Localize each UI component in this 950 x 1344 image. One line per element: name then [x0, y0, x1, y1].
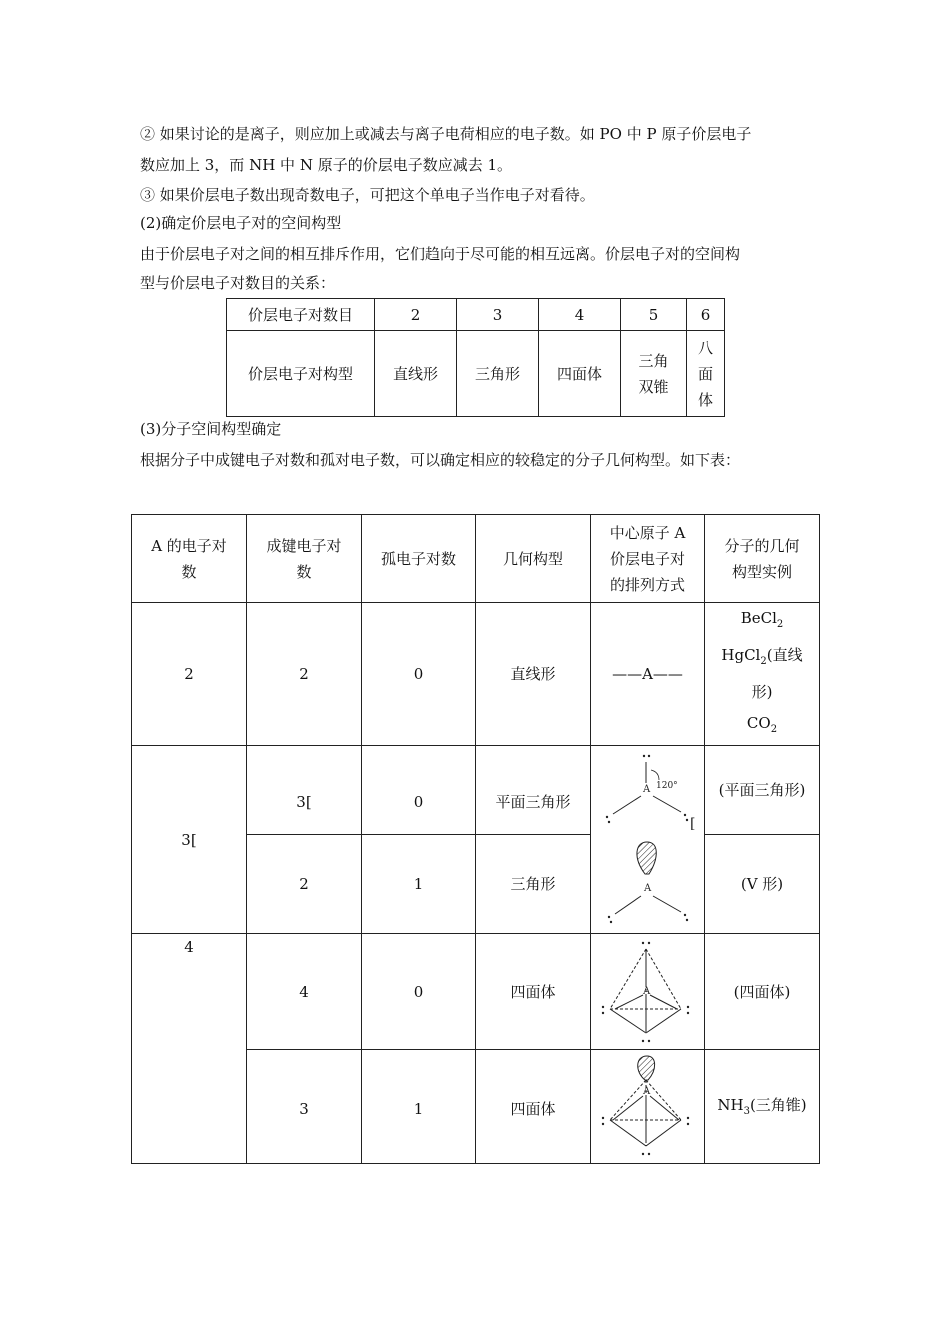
t2-header-bonding — [247, 515, 362, 603]
text-line-1: ② 如果讨论的是离子，则应加上或减去与离子电荷相应的电子数。如 PO 中 P 原子价层电子 — [140, 125, 752, 143]
t2-r1-geometry: 直线形 — [476, 603, 591, 746]
t1-shape6-a: 八 — [697, 338, 713, 357]
t2-r5-bonding: 3 — [247, 1050, 362, 1164]
t2-header-pairs — [132, 515, 247, 603]
t2-r5-lone: 1 — [362, 1050, 476, 1164]
molecular-geometry-table — [131, 514, 820, 1164]
trigonal-pyramidal-diagram — [593, 1050, 703, 1160]
svg-text:A: A — [642, 985, 650, 997]
t2-r3-arrangement — [591, 835, 705, 934]
text-line-8: 根据分子中成键电子对数和孤对电子数，可以确定相应的较稳定的分子几何构型。如下表： — [140, 451, 741, 469]
text-line-5: 由于价层电子对之间的相互排斥作用，它们趋向于尽可能的相互远离。价层电子对的空间构 — [140, 245, 741, 263]
t1-shape-bipyramid — [621, 331, 687, 417]
text-line-6: 型与价层电子对数目的关系： — [140, 274, 336, 292]
t2-r4-geometry: 四面体 — [476, 934, 591, 1050]
t2-r5-example: $NH_3$(三角锥) — [705, 1050, 820, 1164]
bent-diagram — [593, 836, 703, 931]
text-line-2: 数应加上 3，而 NH 中 N 原子的价层电子数应减去 1。 — [140, 156, 513, 174]
t2-r4-pairs: 4 — [132, 934, 247, 1164]
t2-h1-b: 数 — [181, 562, 197, 581]
example-becl2: BeCl$_2$ — [740, 609, 784, 630]
t2-h6-b: 构型实例 — [731, 562, 792, 581]
tetrahedral-diagram — [593, 937, 703, 1047]
t1-num-4: 4 — [539, 299, 621, 331]
t2-r1-bonding: 2 — [247, 603, 362, 746]
t2-header-example — [705, 515, 820, 603]
t1-shape-linear: 直线形 — [375, 331, 457, 417]
svg-text:A: A — [642, 784, 650, 796]
t2-r2-geometry: 平面三角形 — [476, 746, 591, 835]
section-heading-3: (3)分子空间构型确定 — [140, 420, 282, 438]
t2-h2-b: 数 — [296, 562, 312, 581]
t1-shape5-a: 三角 — [638, 351, 669, 370]
svg-text:120°: 120° — [655, 781, 678, 792]
t2-r5-geometry: 四面体 — [476, 1050, 591, 1164]
t2-r2-pairs: 3[ — [132, 746, 247, 934]
svg-text:A: A — [642, 1086, 650, 1097]
t2-r5-arrangement — [591, 1050, 705, 1164]
t1-num-2: 2 — [375, 299, 457, 331]
t2-r3-bonding: 2 — [247, 835, 362, 934]
t2-h5-b: 价层电子对 — [609, 549, 685, 568]
t2-r1-arrangement: ——A—— — [591, 603, 705, 746]
example-co2: $CO_2$ — [746, 714, 778, 735]
t1-num-5: 5 — [621, 299, 687, 331]
t2-r4-lone: 0 — [362, 934, 476, 1050]
svg-text:A: A — [643, 883, 651, 895]
t2-r1-lone: 0 — [362, 603, 476, 746]
t2-h5-c: 的排列方式 — [609, 575, 685, 594]
t2-r2-example: (平面三角形) — [705, 746, 820, 835]
t1-shape-triangle: 三角形 — [457, 331, 539, 417]
svg-text:[: [ — [689, 816, 695, 831]
t1-row2-label: 价层电子对构型 — [227, 331, 375, 417]
t2-r1-example — [705, 603, 820, 746]
t1-shape6-c: 体 — [697, 390, 713, 409]
t2-r2-bonding: 3[ — [247, 746, 362, 835]
t2-r4-bonding: 4 — [247, 934, 362, 1050]
t2-r1-pairs: 2 — [132, 603, 247, 746]
example-hgcl2: HgCl$_2$(直线 — [721, 646, 803, 667]
t2-h1-a: A 的电子对 — [151, 536, 227, 555]
t1-num-3: 3 — [457, 299, 539, 331]
t2-header-arrangement — [591, 515, 705, 603]
text-line-3: ③ 如果价层电子数出现奇数电子，可把这个单电子当作电子对看待。 — [140, 186, 595, 204]
t1-shape-octahedron — [687, 331, 725, 417]
section-heading-2: (2)确定价层电子对的空间构型 — [140, 214, 342, 232]
t2-h6-a: 分子的几何 — [724, 536, 800, 555]
t1-shape6-b: 面 — [697, 364, 713, 383]
t2-r4-arrangement — [591, 934, 705, 1050]
t1-row1-label: 价层电子对数目 — [227, 299, 375, 331]
t2-h5-a: 中心原子 A — [609, 523, 686, 542]
electron-pair-geometry-table — [226, 298, 725, 417]
t2-h2-a: 成键电子对 — [266, 536, 342, 555]
t2-header-lone: 孤电子对数 — [362, 515, 476, 603]
t2-header-geometry: 几何构型 — [476, 515, 591, 603]
trigonal-planar-diagram — [593, 750, 703, 830]
t2-r2-lone: 0 — [362, 746, 476, 835]
t2-r3-example: (V 形) — [705, 835, 820, 934]
t1-num-6: 6 — [687, 299, 725, 331]
example-hgcl2-tail: 形) — [751, 683, 773, 701]
t2-r3-lone: 1 — [362, 835, 476, 934]
t1-shape5-b: 双锥 — [638, 377, 669, 396]
t2-r2-arrangement — [591, 746, 705, 835]
t2-r3-geometry: 三角形 — [476, 835, 591, 934]
t1-shape-tetrahedron: 四面体 — [539, 331, 621, 417]
t2-r4-example: (四面体) — [705, 934, 820, 1050]
